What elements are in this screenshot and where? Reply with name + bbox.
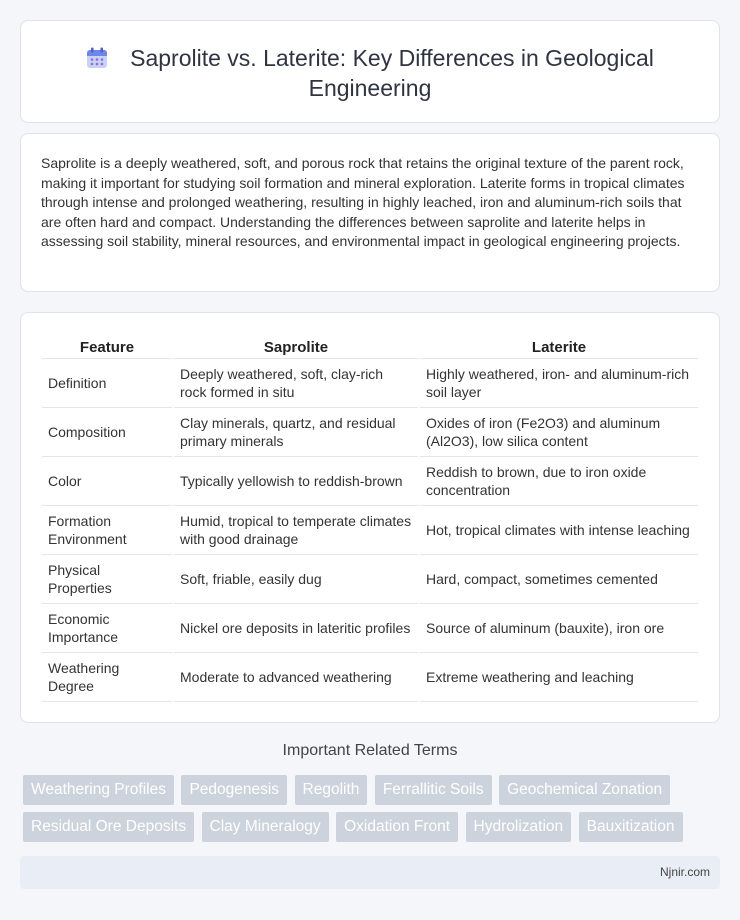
table-row: [42, 652, 698, 701]
table-header-row: [42, 333, 698, 358]
tag-hydrolization[interactable]: Hydrolization: [466, 812, 572, 842]
calendar-icon: [86, 47, 108, 69]
laterite-cell: Hot, tropical climates with intense leaching: [419, 505, 698, 554]
header-laterite: Laterite: [419, 333, 698, 358]
saprolite-cell: Soft, friable, easily dug: [173, 554, 419, 603]
table-row: [42, 505, 698, 554]
tag-pedogenesis[interactable]: Pedogenesis: [181, 775, 287, 805]
table-row: [42, 554, 698, 603]
feature-cell: Composition: [42, 407, 173, 456]
table-row: [42, 603, 698, 652]
saprolite-cell: Typically yellowish to reddish-brown: [173, 456, 419, 505]
comparison-table: [42, 333, 698, 702]
page-title: [21, 43, 719, 103]
footer-site-link[interactable]: Njnir.com: [659, 865, 710, 879]
tag-residual-ore-deposits[interactable]: Residual Ore Deposits: [23, 812, 194, 842]
intro-card: [20, 133, 720, 292]
laterite-cell: Hard, compact, sometimes cemented: [419, 554, 698, 603]
tag-weathering-profiles[interactable]: Weathering Profiles: [23, 775, 174, 805]
laterite-cell: Highly weathered, iron- and aluminum-rich soil layer: [419, 358, 698, 407]
header-feature: Feature: [42, 333, 173, 358]
header: [21, 43, 719, 103]
footer: [20, 856, 720, 889]
title-text: Saprolite vs. Laterite: Key Differences in Geological Engineering: [130, 45, 654, 101]
laterite-cell: Source of aluminum (bauxite), iron ore: [419, 603, 698, 652]
table-row: [42, 358, 698, 407]
saprolite-cell: Nickel ore deposits in lateritic profiles: [173, 603, 419, 652]
table-row: [42, 407, 698, 456]
related-terms-list: [23, 775, 723, 849]
feature-cell: Economic Importance: [42, 603, 173, 652]
laterite-cell: Reddish to brown, due to iron oxide concentration: [419, 456, 698, 505]
feature-cell: Formation Environment: [42, 505, 173, 554]
table-row: [42, 456, 698, 505]
comparison-card: [20, 312, 720, 723]
tag-oxidation-front[interactable]: Oxidation Front: [336, 812, 458, 842]
saprolite-cell: Humid, tropical to temperate climates with good drainage: [173, 505, 419, 554]
intro-paragraph: Saprolite is a deeply weathered, soft, and porous rock that retains the original texture of the parent rock, making it important for studying soil formation and mineral exploration. Laterite forms in tropical climates through intense and prolonged weathering, resulting in highly leached, iron and aluminum-rich soils that are often hard and compact. Understanding the differences between saprolite and laterite helps in assessing soil stability, mineral resources, and environmental impact in geological engineering projects.: [41, 155, 685, 249]
feature-cell: Physical Properties: [42, 554, 173, 603]
feature-cell: Weathering Degree: [42, 652, 173, 701]
laterite-cell: Extreme weathering and leaching: [419, 652, 698, 701]
tag-clay-mineralogy[interactable]: Clay Mineralogy: [202, 812, 329, 842]
tag-ferrallitic-soils[interactable]: Ferrallitic Soils: [375, 775, 492, 805]
header-card: [20, 20, 720, 123]
saprolite-cell: Moderate to advanced weathering: [173, 652, 419, 701]
saprolite-cell: Clay minerals, quartz, and residual primary minerals: [173, 407, 419, 456]
feature-cell: Definition: [42, 358, 173, 407]
tag-regolith[interactable]: Regolith: [295, 775, 368, 805]
feature-cell: Color: [42, 456, 173, 505]
related-terms-title: Important Related Terms: [282, 742, 458, 759]
header-saprolite: Saprolite: [173, 333, 419, 358]
laterite-cell: Oxides of iron (Fe2O3) and aluminum (Al2O3), low silica content: [419, 407, 698, 456]
tag-bauxitization[interactable]: Bauxitization: [579, 812, 683, 842]
saprolite-cell: Deeply weathered, soft, clay-rich rock formed in situ: [173, 358, 419, 407]
tag-geochemical-zonation[interactable]: Geochemical Zonation: [499, 775, 670, 805]
